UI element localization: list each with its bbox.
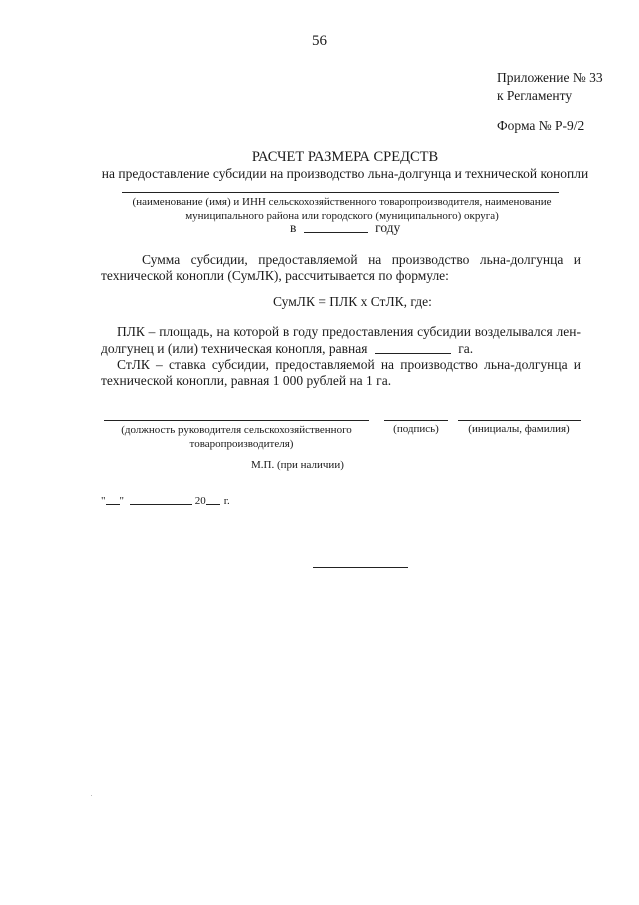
year-suffix-g: г. [223, 495, 230, 507]
document-title: РАСЧЕТ РАЗМЕРА СРЕДСТВ [251, 149, 439, 165]
position-caption-line-2: товаропроизводителя) [189, 438, 294, 450]
date-line [101, 495, 230, 507]
scan-artifact [91, 795, 92, 796]
producer-caption-line-1: (наименование (имя) и ИНН сельскохозяйственного товаропроизводителя, наименование [132, 196, 552, 208]
appendix-line-2: к Регламенту [497, 88, 573, 103]
year-blank [304, 232, 368, 233]
year-prefix-20: 20 [194, 495, 206, 507]
name-signature-line [458, 420, 581, 421]
producer-name-field-line [122, 192, 559, 193]
definition-plk-line-1: ПЛК – площадь, на которой в году предоставления субсидии возделывался лен- [117, 324, 581, 339]
producer-caption-line-2: муниципального района или городского (муниципального) округа) [185, 210, 499, 222]
month-blank [130, 504, 192, 505]
document-subtitle: на предоставление субсидии на производство льна-долгунца и технической конопли [101, 166, 589, 181]
definition-plk-line-2 [101, 340, 473, 357]
date-open-quote: " [101, 495, 106, 507]
sign-caption: (подпись) [393, 423, 439, 435]
name-caption: (инициалы, фамилия) [468, 423, 570, 435]
definition-plk-line-2-suffix: га. [458, 341, 474, 356]
position-signature-line [104, 420, 369, 421]
form-number: Форма № Р-9/2 [497, 118, 585, 133]
position-caption-line-1: (должность руководителя сельскохозяйственного [121, 424, 352, 436]
stamp-placeholder: М.П. (при наличии) [251, 459, 344, 471]
year-short-blank [206, 504, 220, 505]
year-prefix: в [290, 220, 297, 235]
end-separator-line [313, 567, 408, 568]
formula: СумЛК = ПЛК х СтЛК, где: [273, 294, 432, 309]
year-suffix: году [375, 220, 401, 235]
date-close-quote: " [119, 495, 124, 507]
sign-signature-line [384, 420, 448, 421]
position-caption [104, 423, 369, 451]
day-blank [106, 504, 120, 505]
appendix-header [497, 69, 603, 105]
definition-stlk-line-1: СтЛК – ставка субсидии, предоставляемой на производство льна-долгунца и [117, 357, 581, 372]
page-number: 56 [312, 33, 327, 49]
year-line [290, 219, 400, 236]
paragraph-1-line-2: технической конопли (СумЛК), рассчитывается по формуле: [101, 268, 449, 283]
appendix-line-1: Приложение № 33 [497, 70, 603, 85]
definition-plk-line-2-prefix: долгунец и (или) техническая конопля, равная [101, 341, 368, 356]
paragraph-1-line-1: Сумма субсидии, предоставляемой на производство льна-долгунца и [142, 252, 581, 267]
area-blank [375, 353, 451, 354]
definition-stlk-line-2: технической конопли, равная 1 000 рублей на 1 га. [101, 373, 392, 388]
